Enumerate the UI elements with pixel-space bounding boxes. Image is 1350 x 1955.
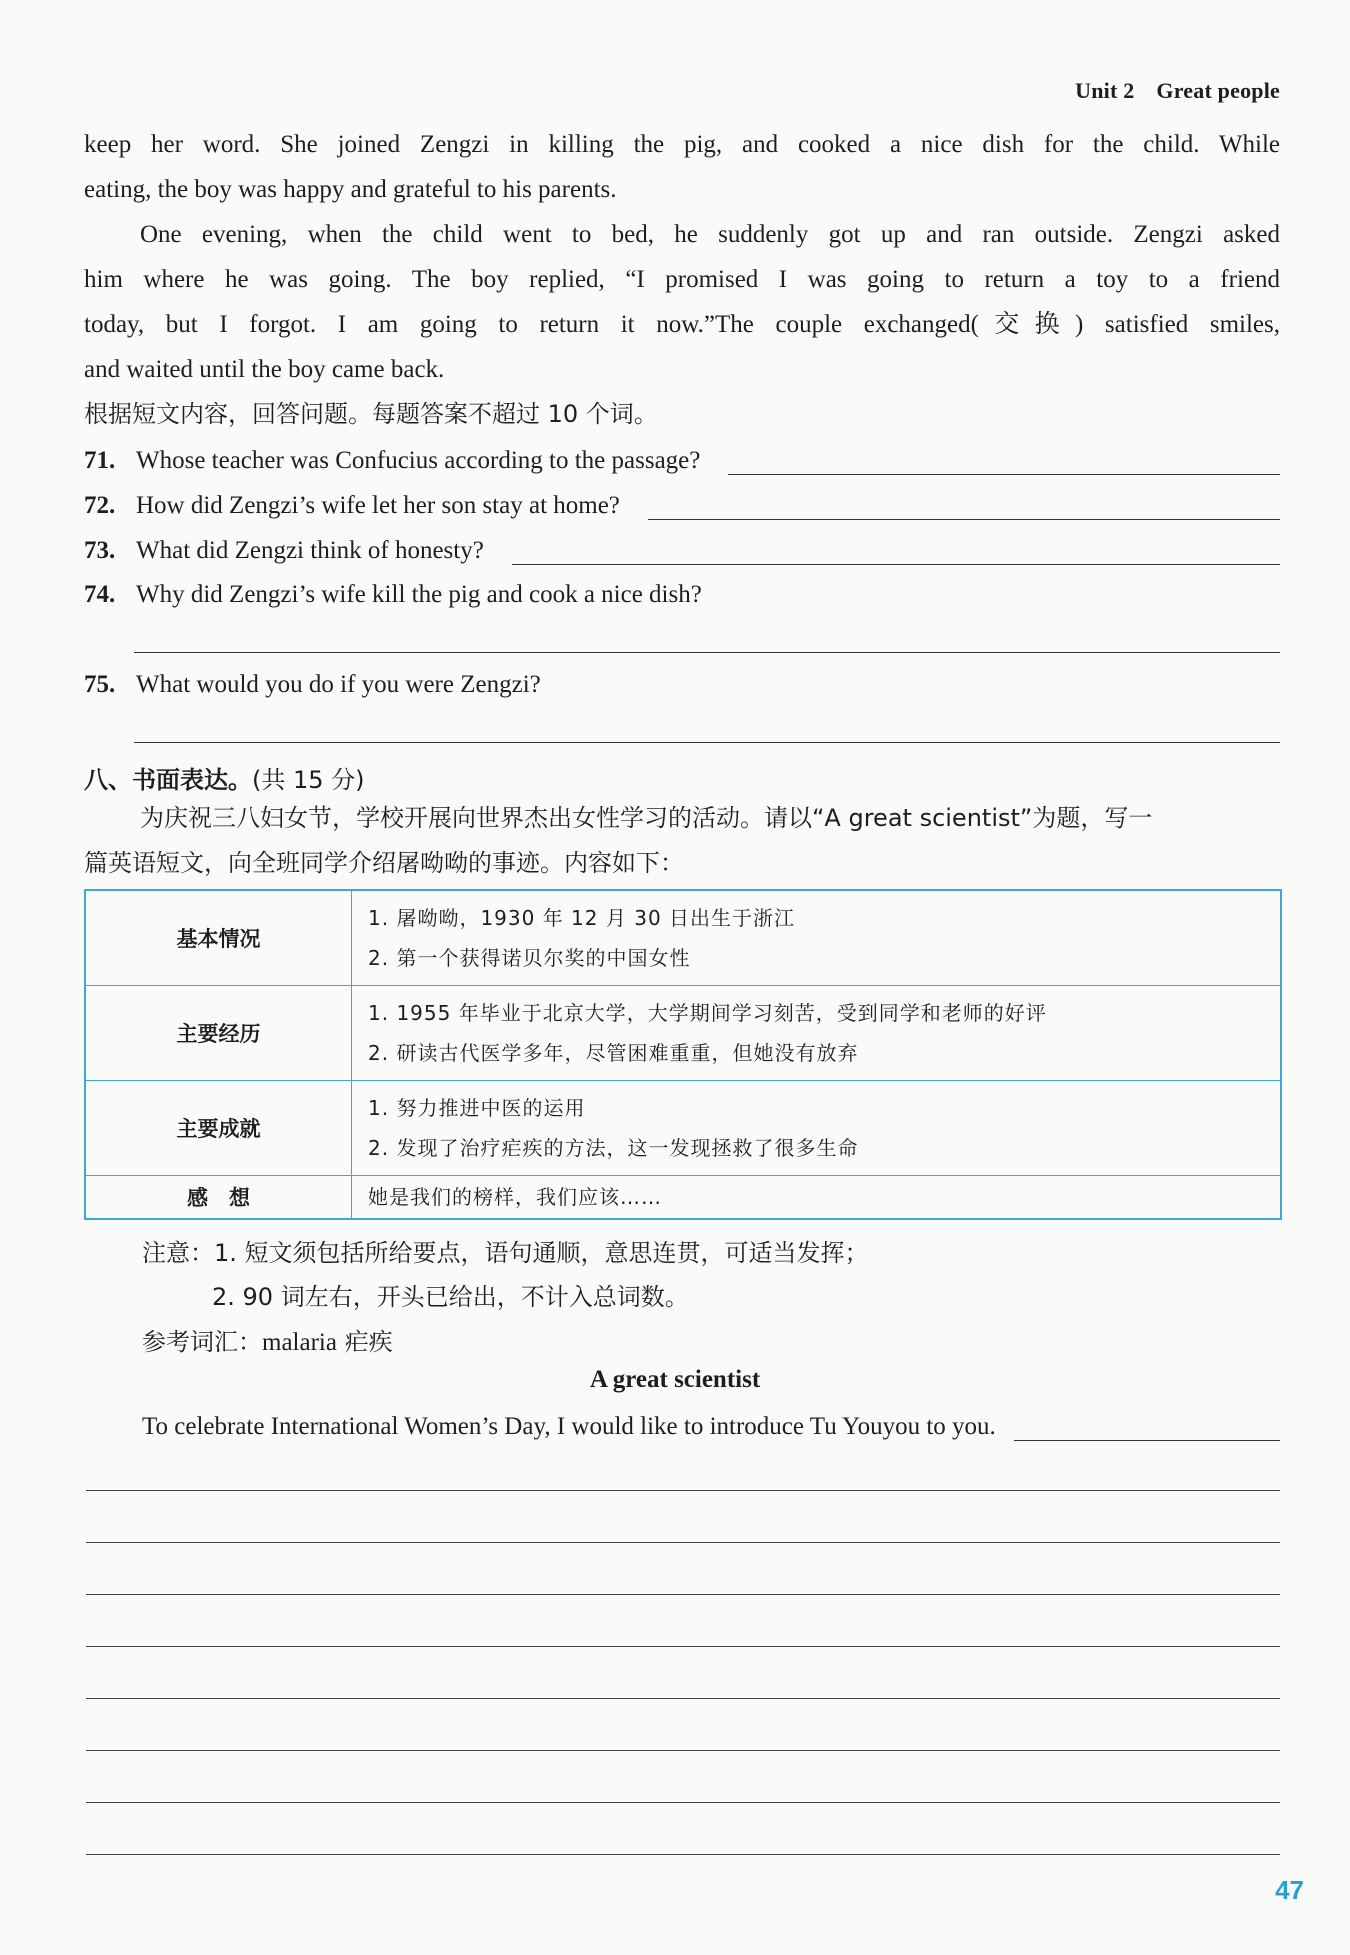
row-item: 1. 1955 年毕业于北京大学，大学期间学习刻苦，受到同学和老师的好评	[368, 1001, 1047, 1025]
writing-prompt-line: 为庆祝三八妇女节，学校开展向世界杰出女性学习的活动。请以“A great scientist”为题，写一	[140, 804, 1153, 832]
question-instruction: 根据短文内容，回答问题。每题答案不超过 10 个词。	[84, 400, 658, 428]
essay-title: A great scientist	[589, 1366, 761, 1393]
question-number: 74.	[84, 581, 116, 608]
row-label: 基本情况	[85, 890, 352, 986]
writing-line[interactable]	[86, 1646, 1280, 1647]
table-row	[85, 890, 1281, 986]
unit-label: Unit 2	[1075, 78, 1135, 103]
answer-blank[interactable]	[648, 495, 1280, 520]
row-content	[352, 890, 1282, 986]
page-header	[1075, 78, 1280, 104]
question-74	[84, 577, 1280, 609]
section-heading: 八、书面表达。	[84, 766, 252, 794]
answer-blank[interactable]	[134, 742, 1280, 743]
row-item: 2. 研读古代医学多年，尽管困难重重，但她没有放弃	[368, 1041, 859, 1065]
passage-line: today, but I forgot. I am going to return it now.”The couple exchanged(交换) satisfied smiles,	[84, 311, 1280, 338]
unit-title: Great people	[1156, 78, 1280, 103]
writing-line[interactable]	[86, 1698, 1280, 1699]
table-row	[85, 1176, 1281, 1220]
row-item: 1. 努力推进中医的运用	[368, 1096, 586, 1120]
passage-line: keep her word. She joined Zengzi in killing the pig, and cooked a nice dish for the child. While	[84, 131, 1280, 158]
row-label: 主要经历	[85, 986, 352, 1081]
row-item: 2. 第一个获得诺贝尔奖的中国女性	[368, 946, 691, 970]
passage-line: and waited until the boy came back.	[84, 356, 445, 383]
answer-blank[interactable]	[728, 450, 1280, 475]
note-line: 2. 90 词左右，开头已给出，不计入总词数。	[212, 1283, 689, 1311]
question-number: 72.	[84, 492, 116, 519]
row-content	[352, 1176, 1282, 1220]
question-text: What would you do if you were Zengzi?	[136, 671, 541, 698]
question-75	[84, 667, 1280, 699]
writing-line[interactable]	[86, 1802, 1280, 1803]
row-content	[352, 1081, 1282, 1176]
table-row	[85, 986, 1281, 1081]
writing-prompt-line: 篇英语短文，向全班同学介绍屠呦呦的事迹。内容如下：	[84, 849, 684, 877]
section-score: (共 15 分)	[252, 766, 365, 794]
vocab-meaning: 疟疾	[344, 1328, 393, 1356]
question-text: How did Zengzi’s wife let her son stay at home?	[136, 492, 620, 519]
question-number: 71.	[84, 447, 116, 474]
question-text: Why did Zengzi’s wife kill the pig and cook a nice dish?	[136, 581, 702, 608]
vocab-word: malaria	[262, 1329, 337, 1356]
passage-line: him where he was going. The boy replied, “I promised I was going to return a toy to a friend	[84, 266, 1280, 293]
page-number: 47	[1275, 1875, 1304, 1905]
row-item: 2. 发现了治疗疟疾的方法，这一发现拯救了很多生命	[368, 1136, 859, 1160]
answer-blank[interactable]	[134, 652, 1280, 653]
table-row	[85, 1081, 1281, 1176]
answer-blank[interactable]	[512, 540, 1280, 565]
passage-line: One evening, when the child went to bed, he suddenly got up and ran outside. Zengzi asked	[140, 221, 1280, 248]
row-item: 1. 屠呦呦，1930 年 12 月 30 日出生于浙江	[368, 906, 796, 930]
row-item: 她是我们的榜样，我们应该……	[368, 1185, 662, 1209]
essay-start: To celebrate International Women’s Day, I would like to introduce Tu Youyou to you.	[142, 1413, 996, 1440]
section-title	[84, 760, 365, 795]
writing-line[interactable]	[86, 1490, 1280, 1491]
question-number: 75.	[84, 671, 116, 698]
content-table	[84, 889, 1282, 1220]
essay-first-line	[142, 1409, 1280, 1441]
note-line: 注意：1. 短文须包括所给要点，语句通顺，意思连贯，可适当发挥；	[142, 1239, 869, 1267]
question-71	[84, 443, 1280, 475]
writing-blank[interactable]	[1014, 1416, 1280, 1441]
vocab-label: 参考词汇：	[142, 1328, 262, 1356]
writing-line[interactable]	[86, 1594, 1280, 1595]
question-number: 73.	[84, 537, 116, 564]
question-text: What did Zengzi think of honesty?	[136, 537, 484, 564]
row-label: 感 想	[85, 1176, 352, 1220]
row-content	[352, 986, 1282, 1081]
writing-line[interactable]	[86, 1854, 1280, 1855]
vocab-line	[142, 1322, 393, 1357]
question-text: Whose teacher was Confucius according to the passage?	[136, 447, 701, 474]
passage-line: eating, the boy was happy and grateful to his parents.	[84, 176, 617, 203]
question-72	[84, 488, 1280, 520]
writing-line[interactable]	[86, 1542, 1280, 1543]
row-label: 主要成就	[85, 1081, 352, 1176]
question-73	[84, 533, 1280, 565]
writing-line[interactable]	[86, 1750, 1280, 1751]
